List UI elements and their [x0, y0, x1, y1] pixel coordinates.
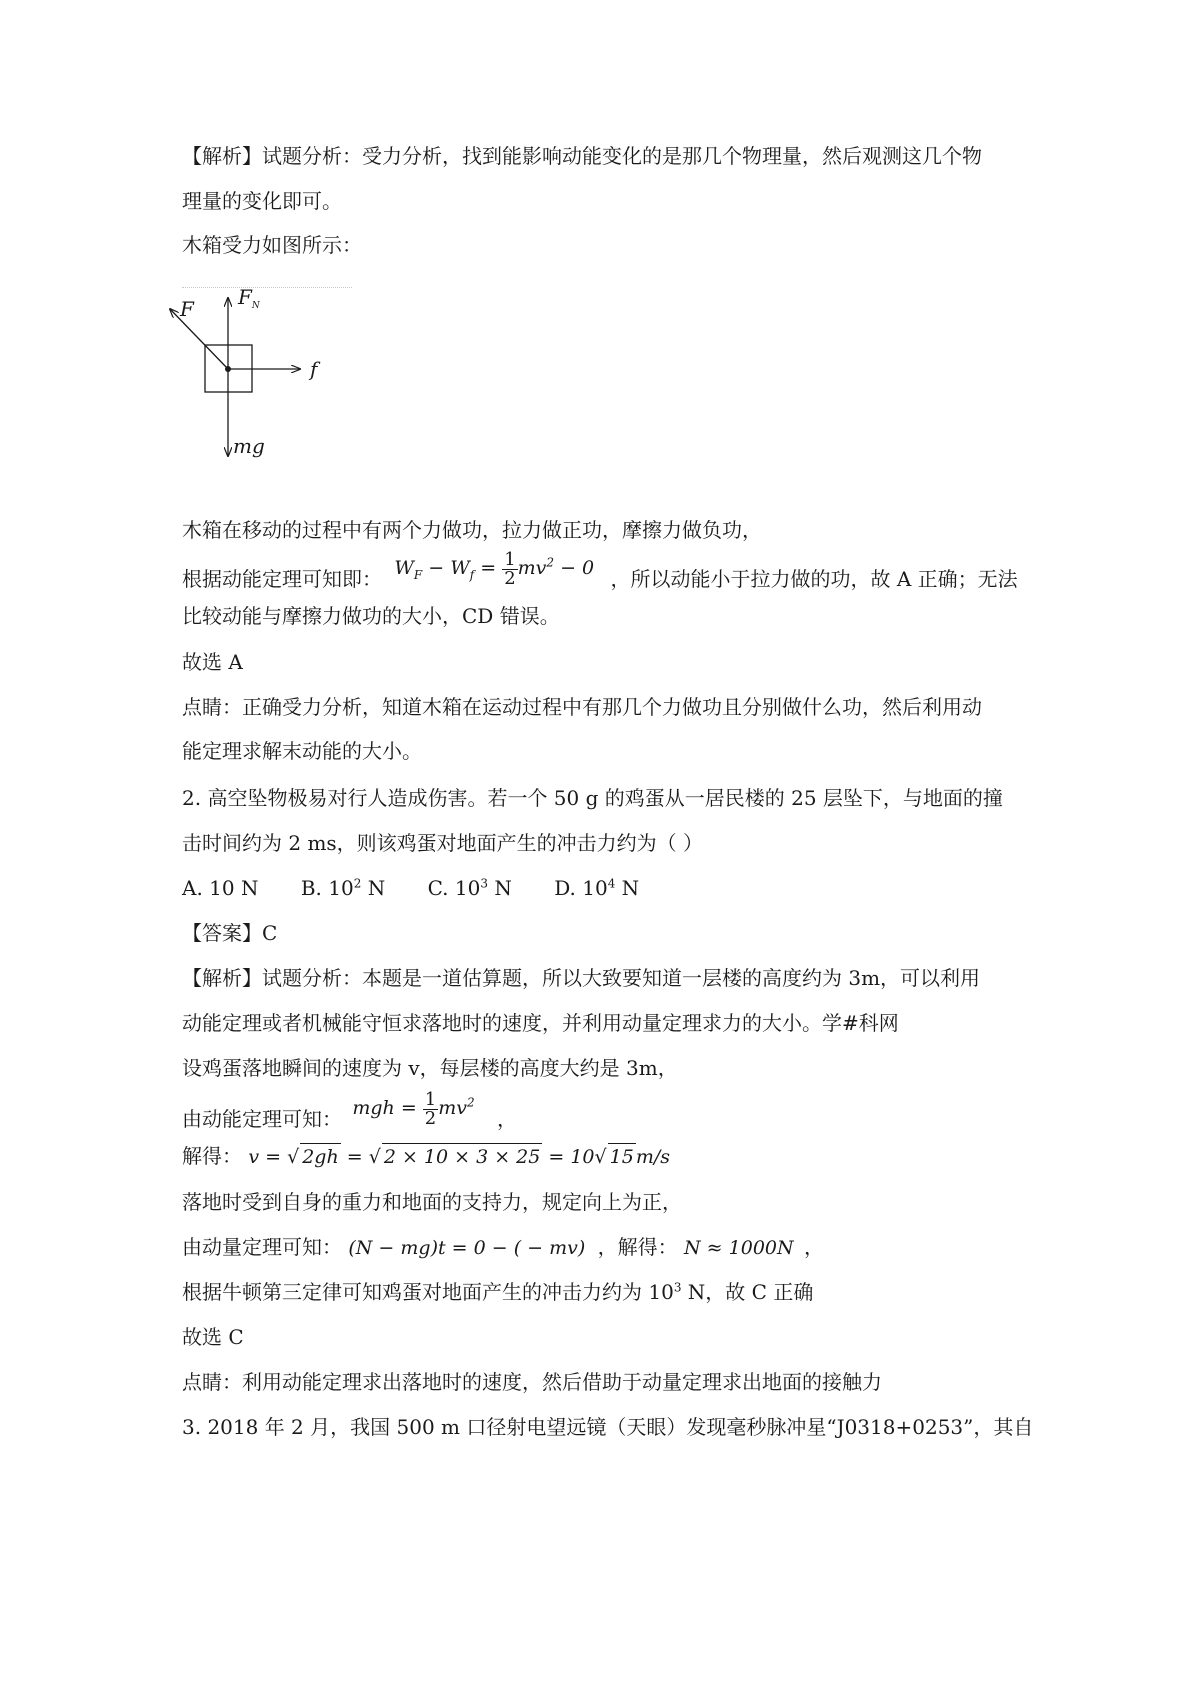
dotted-separator — [182, 287, 352, 288]
solve-velocity-line — [182, 1143, 670, 1170]
analysis-2-line-1: 【解析】试题分析：本题是一道估算题，所以大致要知道一层楼的高度约为 3m，可以利用 — [182, 966, 981, 990]
force-diagram — [176, 285, 366, 506]
analysis-paragraph-line-1: 【解析】试题分析：受力分析，找到能影响动能变化的是那几个物理量，然后观测这几个物 — [182, 144, 982, 168]
newton-third-law-line: 根据牛顿第三定律可知鸡蛋对地面产生的冲击力约为 $10^3$ N，故 C 正确 — [182, 1280, 814, 1304]
diagram-caption: 木箱受力如图所示： — [182, 233, 362, 257]
momentum-theorem-line — [182, 1234, 824, 1261]
question-2-options — [182, 875, 639, 901]
answer-choice-line: 故选 A — [182, 650, 243, 674]
answer-label: 【答案】C — [182, 921, 278, 945]
equation-momentum: (N − mg)t = 0 − ( − mv) — [348, 1237, 586, 1259]
text-segment: ， — [803, 1235, 824, 1259]
equation-force-result: N ≈ 1000N — [684, 1237, 794, 1259]
analysis-2-line-3: 设鸡蛋落地瞬间的速度为 v，每层楼的高度大约是 3m， — [182, 1056, 678, 1080]
label-f: f — [310, 357, 318, 381]
center-point — [225, 366, 231, 372]
analysis-paragraph-line-2: 理量的变化即可。 — [182, 189, 342, 213]
label-FN: $F_N$ — [238, 285, 260, 311]
hint-paragraph-line-1: 点睛：正确受力分析，知道木箱在运动过程中有那几个力做功且分别做什么功，然后利用动 — [182, 695, 982, 719]
question-2-line-2: 击时间约为 2 ms，则该鸡蛋对地面产生的冲击力约为（ ） — [182, 831, 704, 855]
paragraph-cd-wrong: 比较动能与摩擦力做功的大小，CD 错误。 — [182, 604, 560, 628]
option-b: B. $10^2$ N — [300, 876, 386, 900]
landing-forces-line: 落地时受到自身的重力和地面的支持力，规定向上为正， — [182, 1190, 682, 1214]
equation-velocity: v = √ 2gh = √ 2 × 10 × 3 × 25 = 10√ 15 m/s — [248, 1146, 670, 1168]
label-F: F — [180, 297, 194, 321]
kinetic-theorem-line — [182, 1087, 517, 1139]
question-3-line-1: 3. 2018 年 2 月，我国 500 m 口径射电望远镜（天眼）发现毫秒脉冲星“J0318+0253”，其自 — [182, 1415, 1034, 1439]
pull-force-arrow — [170, 309, 228, 369]
option-c: C. $10^3$ N — [427, 876, 512, 900]
text-segment: ，所以动能小于拉力做的功，故 A 正确；无法 — [610, 567, 1018, 591]
question-2-line-1: 2. 高空坠物极易对行人造成伤害。若一个 50 g 的鸡蛋从一居民楼的 25 层坠下，与地面的撞 — [182, 786, 1003, 810]
equation-work-energy: $W_F - W_f$ = $\frac{1}{2}$ $mv^2 - 0$ — [394, 548, 595, 589]
text-segment: ， — [497, 1107, 517, 1131]
option-a: A. 10 N — [182, 876, 259, 900]
option-d: D. $10^4$ N — [554, 876, 640, 900]
paragraph-kinetic-theorem — [182, 547, 1018, 599]
paragraph-work-forces: 木箱在移动的过程中有两个力做功，拉力做正功，摩擦力做负功， — [182, 518, 762, 542]
answer-choice-c: 故选 C — [182, 1325, 244, 1349]
text-segment: 由动能定理可知： — [182, 1107, 342, 1131]
text-segment: 根据动能定理可知即： — [182, 567, 382, 591]
text-segment: 由动量定理可知： — [182, 1235, 342, 1259]
label-mg: mg — [233, 434, 265, 458]
hint-2-line: 点睛：利用动能定理求出落地时的速度，然后借助于动量定理求出地面的接触力 — [182, 1370, 882, 1394]
force-diagram-svg — [176, 285, 366, 506]
analysis-2-line-2: 动能定理或者机械能守恒求落地时的速度，并利用动量定理求力的大小。学#科网 — [182, 1011, 899, 1035]
equation-mgh: mgh = $\frac{1}{2}$ $mv^2$ — [352, 1088, 475, 1129]
text-segment: ，解得： — [597, 1235, 678, 1259]
text-segment: 解得： — [182, 1144, 242, 1168]
hint-paragraph-line-2: 能定理求解末动能的大小。 — [182, 739, 422, 763]
